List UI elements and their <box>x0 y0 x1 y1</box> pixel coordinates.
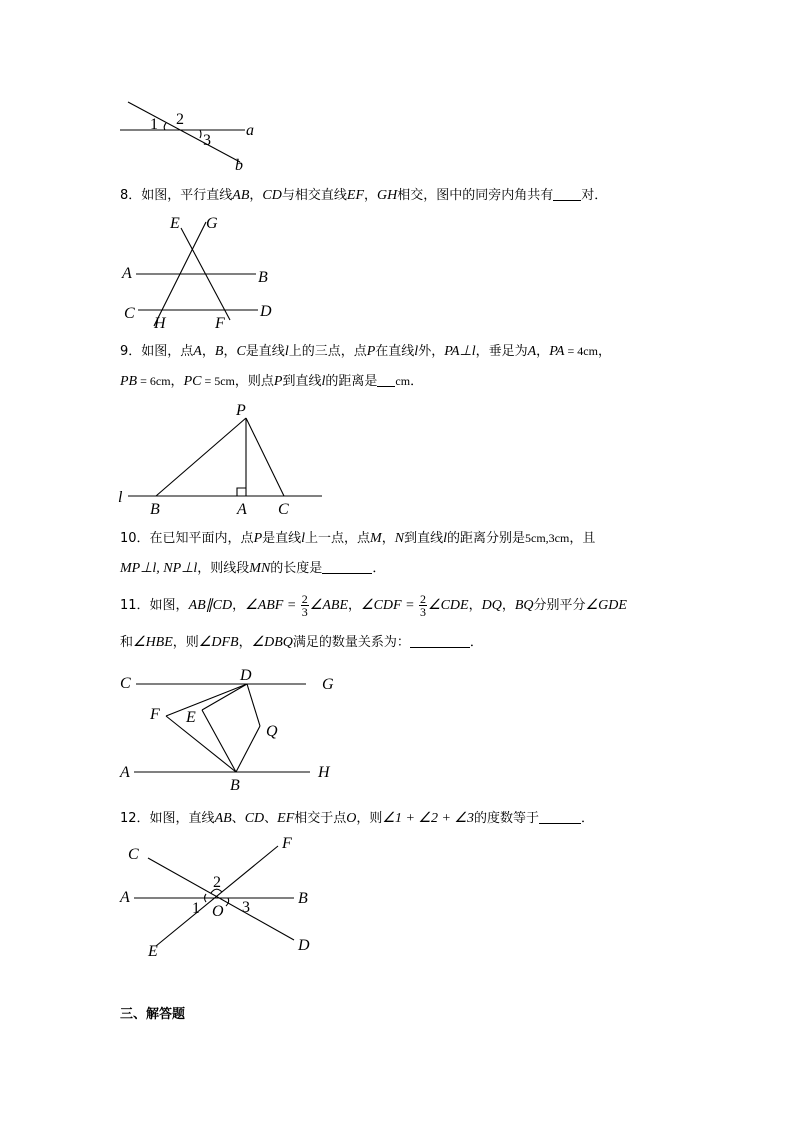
figure-q7 <box>110 92 270 174</box>
label-D: D <box>240 667 252 684</box>
label-B: B <box>258 269 268 286</box>
label-B: B <box>150 501 160 518</box>
question-9-line2: PB = 6cm，PC = 5cm，则点P到直线l的距离是 cm． <box>120 374 424 389</box>
segment-DQ <box>247 684 260 726</box>
question-11: 11．如图，AB∥CD，∠ABF = $\frac{2}{3}$ ∠ABE，∠CDF = $\frac{2}{3}$ ∠CDE，DQ，BQ分别平分∠GDE <box>120 592 627 619</box>
line-b <box>128 102 240 162</box>
segment-QB <box>236 726 260 772</box>
label-2: 2 <box>213 874 221 891</box>
label-Q: Q <box>266 723 278 740</box>
label-2: 2 <box>176 111 184 128</box>
label-H: H <box>318 764 330 781</box>
answer-blank <box>539 809 581 824</box>
label-O: O <box>212 903 224 920</box>
label-b: b <box>235 157 243 174</box>
segment-PB <box>156 418 246 496</box>
question-12: 12．如图，直线AB、CD、EF相交于点O，则∠1 + ∠2 + ∠3的度数等于 ． <box>120 811 594 826</box>
label-C: C <box>278 501 289 518</box>
label-A: A <box>237 501 247 518</box>
question-9: 9．如图，点A，B，C是直线l上的三点，点P在直线l外，PA⊥l，垂足为A，PA = 4cm， <box>120 344 611 359</box>
segment-DF <box>166 684 247 716</box>
label-l: l <box>118 489 123 506</box>
label-1: 1 <box>192 900 200 917</box>
answer-blank <box>410 633 470 648</box>
label-D: D <box>260 303 272 320</box>
label-D: D <box>298 937 310 954</box>
answer-blank <box>322 559 372 574</box>
label-H: H <box>154 315 166 332</box>
question-11-line2: 和∠HBE，则∠DFB，∠DBQ满足的数量关系为： ． <box>120 635 483 650</box>
fraction-2-3: $\frac{2}{3}$ <box>420 592 427 619</box>
fraction-2-3: $\frac{2}{3}$ <box>301 592 308 619</box>
label-A: A <box>120 889 130 906</box>
figure-q11 <box>110 664 350 794</box>
right-angle-mark <box>237 488 246 496</box>
label-F: F <box>215 315 225 332</box>
line-CD <box>148 858 294 940</box>
label-a: a <box>246 122 254 139</box>
label-F: F <box>150 706 160 723</box>
answer-blank <box>553 186 581 201</box>
question-10-line2: MP⊥l, NP⊥l，则线段MN的长度是 ． <box>120 561 386 576</box>
label-A: A <box>122 265 132 282</box>
angle-1-arc <box>164 123 166 130</box>
answer-blank <box>377 372 395 387</box>
label-3: 3 <box>203 132 211 149</box>
figure-q12 <box>110 830 330 965</box>
section-heading: 三、解答题 <box>120 1007 186 1022</box>
label-C: C <box>128 846 139 863</box>
segment-EB <box>202 710 236 772</box>
label-P: P <box>236 402 246 419</box>
label-B: B <box>230 777 240 794</box>
label-A: A <box>120 764 130 781</box>
label-C: C <box>124 305 135 322</box>
figure-q9 <box>110 398 340 520</box>
label-B: B <box>298 890 308 907</box>
line-EF <box>156 846 278 946</box>
label-C: C <box>120 675 131 692</box>
label-E: E <box>148 943 158 960</box>
figure-q8 <box>118 212 288 332</box>
label-3: 3 <box>242 899 250 916</box>
segment-DE <box>202 684 247 710</box>
label-E: E <box>170 215 180 232</box>
question-8: 8．如图，平行直线AB，CD与相交直线EF，GH相交，图中的同旁内角共有 对． <box>120 188 608 203</box>
question-10: 10．在已知平面内，点P是直线l上一点，点M，N到直线l的距离分别是5cm,3cm，且 <box>120 531 596 546</box>
label-G: G <box>322 676 334 693</box>
label-E: E <box>186 709 196 726</box>
label-F: F <box>282 835 292 852</box>
label-1: 1 <box>150 116 158 133</box>
angle-3-arc <box>200 130 201 138</box>
segment-FB <box>166 716 236 772</box>
label-G: G <box>206 215 218 232</box>
segment-PC <box>246 418 284 496</box>
